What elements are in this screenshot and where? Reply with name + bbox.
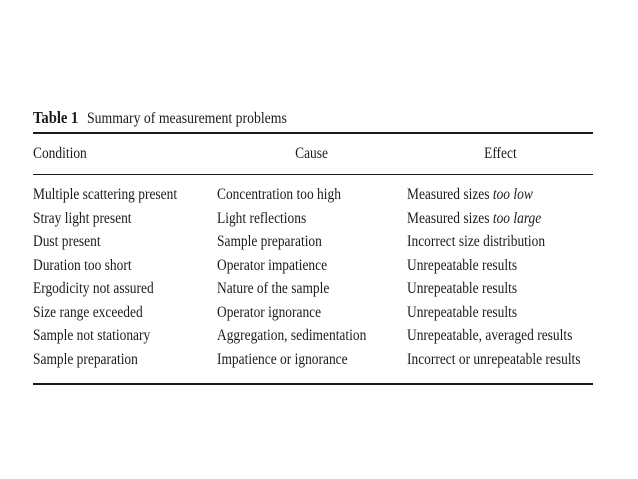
table-header-row <box>33 134 593 174</box>
table-row <box>33 324 593 348</box>
cell-effect: Incorrect or unrepeatable results <box>407 350 581 368</box>
cell-effect: Unrepeatable, averaged results <box>407 327 573 344</box>
cell-condition: Duration too short <box>33 256 132 274</box>
measurement-problems-table-body <box>33 175 593 383</box>
cell-effect: Unrepeatable results <box>407 280 518 297</box>
cell-condition: Ergodicity not assured <box>33 280 154 297</box>
cell-effect: Measured sizes too low <box>407 186 533 203</box>
header-condition: Condition <box>33 145 87 162</box>
cell-effect: Measured sizes too large <box>407 209 542 227</box>
measurement-problems-table-block <box>33 108 593 385</box>
cell-cause: Operator impatience <box>217 256 328 274</box>
table-row <box>33 254 593 278</box>
cell-effect: Unrepeatable results <box>407 256 518 274</box>
cell-cause: Concentration too high <box>217 186 341 203</box>
cell-effect: Unrepeatable results <box>407 303 518 321</box>
table-row <box>33 301 593 325</box>
table-row <box>33 207 593 231</box>
cell-condition: Sample preparation <box>33 350 138 368</box>
cell-cause: Light reflections <box>217 209 307 227</box>
cell-effect: Incorrect size distribution <box>407 233 546 250</box>
table-row <box>33 277 593 301</box>
header-cause: Cause <box>295 145 329 162</box>
cell-cause: Aggregation, sedimentation <box>217 327 367 344</box>
measurement-problems-table <box>33 134 593 174</box>
cell-condition: Sample not stationary <box>33 327 151 344</box>
table-caption <box>33 108 515 132</box>
table-caption-title: Summary of measurement problems <box>86 110 287 127</box>
cell-condition: Multiple scattering present <box>33 186 178 203</box>
header-effect: Effect <box>483 145 517 162</box>
cell-cause: Nature of the sample <box>217 280 330 297</box>
table-row <box>33 348 593 384</box>
cell-cause: Sample preparation <box>217 233 322 250</box>
table-bottom-rule <box>33 383 593 385</box>
cell-cause: Operator ignorance <box>217 303 322 321</box>
cell-condition: Size range exceeded <box>33 303 143 321</box>
table-row <box>33 230 593 254</box>
cell-cause: Impatience or ignorance <box>217 350 348 368</box>
table-caption-label: Table 1 <box>33 108 79 127</box>
table-row <box>33 175 593 207</box>
cell-condition: Stray light present <box>33 209 132 227</box>
cell-condition: Dust present <box>33 233 101 250</box>
